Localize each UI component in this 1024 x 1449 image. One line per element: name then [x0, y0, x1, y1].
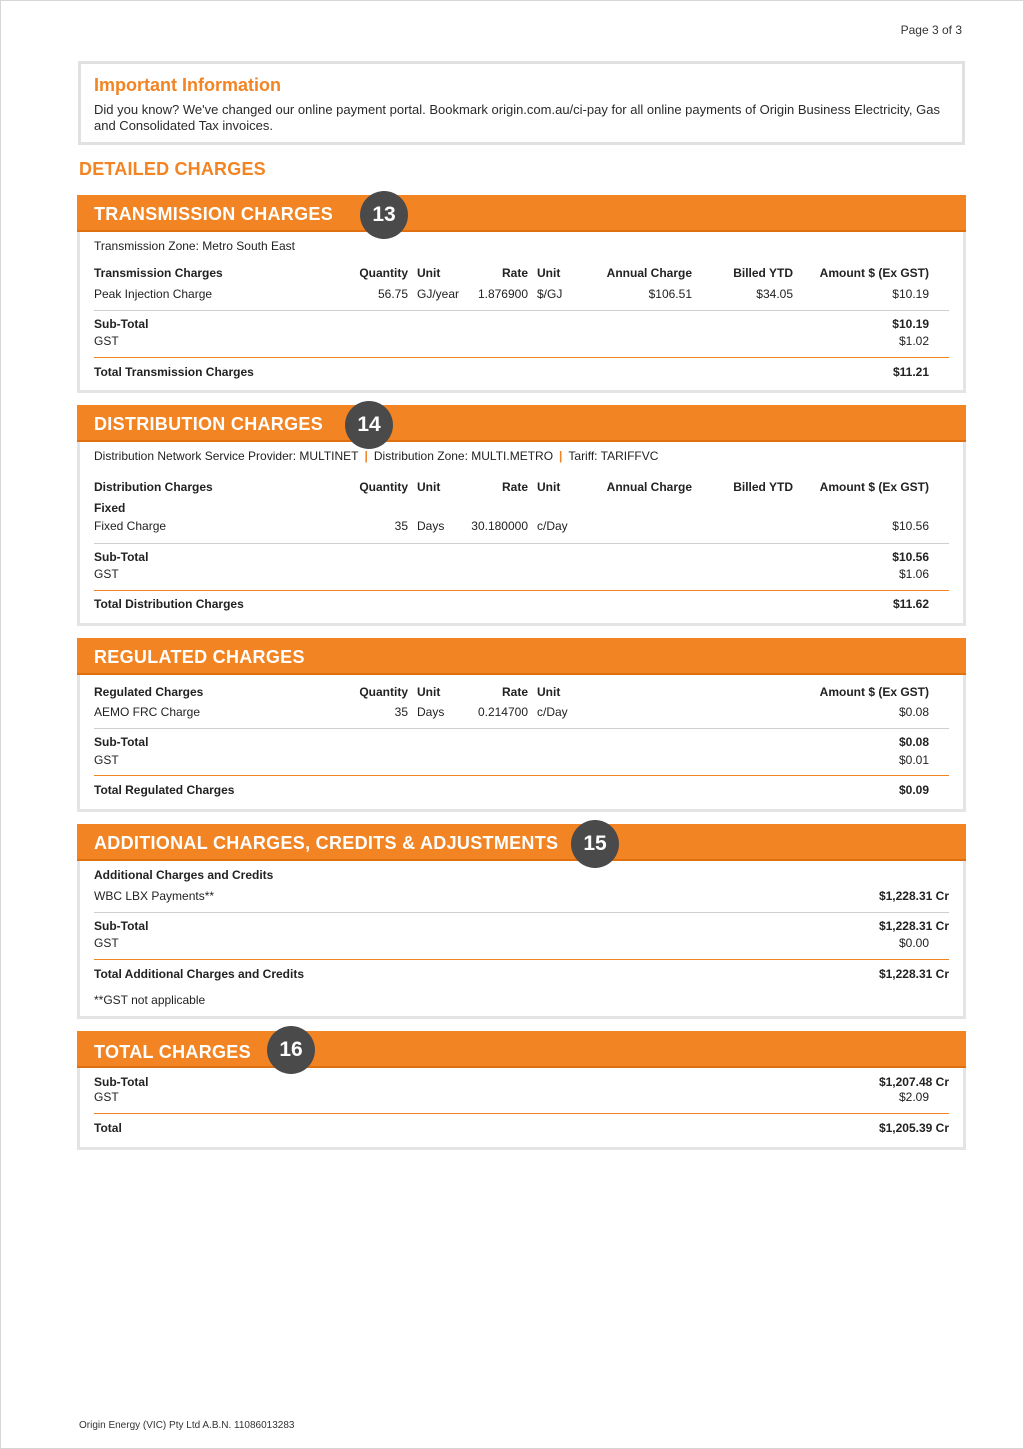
total-value: $1,205.39 Cr: [878, 1121, 949, 1135]
additional-charges-section: [77, 824, 966, 1019]
subtotal-label: Sub-Total: [94, 550, 149, 564]
gst-label: GST: [94, 753, 119, 767]
transmission-section: [77, 195, 966, 393]
subtotal-row: [94, 548, 949, 566]
charge-name: Fixed Charge: [94, 519, 167, 533]
gst-value: $1.06: [898, 567, 929, 581]
page-number: Page 3 of 3: [900, 23, 962, 37]
divider: [94, 543, 949, 544]
col-rate: Rate: [501, 480, 528, 494]
subtotal-row: [94, 917, 949, 935]
section-title: DISTRIBUTION CHARGES: [94, 414, 324, 434]
separator: |: [364, 449, 368, 463]
total-label: Total: [94, 1121, 122, 1135]
regulated-section: [77, 638, 966, 812]
distribution-zone: Distribution Zone: MULTI.METRO: [373, 449, 554, 463]
charge-unit: Days: [417, 705, 445, 719]
charge-amount: $10.56: [892, 519, 929, 533]
total-value: $11.62: [892, 597, 929, 611]
divider: [94, 1113, 949, 1114]
table-row: [94, 517, 949, 535]
gst-label: GST: [94, 334, 119, 348]
charge-quantity: 35: [394, 519, 408, 533]
subtotal-label: Sub-Total: [94, 317, 149, 331]
transmission-header: [77, 195, 966, 232]
total-row: [94, 965, 949, 983]
gst-value: $0.01: [898, 753, 929, 767]
table-header: [94, 866, 949, 884]
section-title: TRANSMISSION CHARGES: [94, 204, 334, 224]
gst-footnote: **GST not applicable: [94, 993, 206, 1007]
charge-unit: GJ/year: [417, 287, 460, 301]
charge-quantity: 35: [394, 705, 408, 719]
charge-unit: Days: [417, 519, 445, 533]
tariff: Tariff: TARIFFVC: [568, 449, 659, 463]
charge-name: WBC LBX Payments**: [94, 889, 215, 903]
footnote-row: [94, 991, 949, 1009]
divider: [94, 775, 949, 776]
col-amount: Amount $ (Ex GST): [819, 266, 929, 280]
col-name: Transmission Charges: [94, 266, 223, 280]
gst-label: GST: [94, 567, 119, 581]
col-name: Regulated Charges: [94, 685, 204, 699]
network-provider: Distribution Network Service Provider: MULTINET: [94, 449, 359, 463]
important-information-box: [78, 61, 965, 145]
total-row: [94, 1119, 949, 1137]
col-rate: Rate: [501, 266, 528, 280]
col-quantity: Quantity: [359, 480, 408, 494]
table-header: [94, 683, 949, 701]
total-value: $1,228.31 Cr: [878, 967, 949, 981]
total-row: [94, 595, 949, 613]
group-label: Fixed: [94, 501, 126, 515]
total-row: [94, 363, 949, 381]
section-title: REGULATED CHARGES: [94, 647, 305, 667]
total-value: $0.09: [898, 783, 929, 797]
additional-header: [77, 824, 966, 861]
subtotal-value: $1,207.48 Cr: [878, 1075, 949, 1089]
subtotal-value: $10.56: [892, 550, 929, 564]
total-label: Total Distribution Charges: [94, 597, 244, 611]
regulated-header: [77, 638, 966, 675]
col-rate: Rate: [501, 685, 528, 699]
subtotal-value: $0.08: [898, 735, 929, 749]
detailed-charges-heading: DETAILED CHARGES: [79, 159, 266, 179]
col-quantity: Quantity: [359, 266, 408, 280]
charge-rate-unit: $/GJ: [537, 287, 563, 301]
col-unit: Unit: [417, 266, 441, 280]
charge-quantity: 56.75: [377, 287, 408, 301]
col-unit: Unit: [417, 685, 441, 699]
col-billed-ytd: Billed YTD: [733, 266, 793, 280]
charge-name: AEMO FRC Charge: [94, 705, 201, 719]
charge-rate-unit: c/Day: [537, 705, 568, 719]
col-name: Additional Charges and Credits: [94, 868, 274, 882]
table-header: [94, 264, 949, 282]
charge-ytd: $34.05: [756, 287, 793, 301]
col-annual-charge: Annual Charge: [606, 480, 692, 494]
separator: |: [559, 449, 563, 463]
subtotal-label: Sub-Total: [94, 735, 149, 749]
table-header: [94, 478, 949, 496]
col-name: Distribution Charges: [94, 480, 213, 494]
step-badge: 14: [345, 401, 393, 449]
col-annual-charge: Annual Charge: [606, 266, 692, 280]
footer-company: Origin Energy (VIC) Pty Ltd A.B.N. 11086013283: [79, 1420, 295, 1431]
gst-label: GST: [94, 936, 119, 950]
gst-row: [94, 934, 949, 952]
col-rate-unit: Unit: [537, 480, 561, 494]
gst-row: [94, 751, 949, 769]
group-label-row: [94, 499, 949, 517]
gst-row: [94, 332, 949, 350]
table-row: [94, 285, 949, 303]
charge-name: Peak Injection Charge: [94, 287, 213, 301]
subtotal-label: Sub-Total: [94, 919, 149, 933]
subtotal-value: $10.19: [892, 317, 929, 331]
step-badge: 13: [360, 191, 408, 239]
gst-value: $1.02: [898, 334, 929, 348]
divider: [94, 310, 949, 311]
total-row: [94, 781, 949, 799]
divider: [94, 590, 949, 591]
subtotal-row: [94, 733, 949, 751]
divider: [94, 959, 949, 960]
table-row: [94, 887, 949, 905]
info-text: Did you know? We've changed our online payment portal. Bookmark origin.com.au/ci-pay for all online payments of Origin Business Electricity, Gas and Consolidated Tax invoices.: [94, 102, 940, 133]
charge-amount: $1,228.31 Cr: [878, 889, 949, 903]
charge-rate: 1.876900: [477, 287, 528, 301]
charge-rate: 30.180000: [471, 519, 528, 533]
total-label: Total Additional Charges and Credits: [94, 967, 305, 981]
gst-value: $2.09: [898, 1090, 929, 1104]
divider: [94, 357, 949, 358]
divider: [94, 728, 949, 729]
info-title: Important Information: [94, 75, 281, 95]
total-charges-section: [77, 1031, 966, 1150]
gst-label: GST: [94, 1090, 119, 1104]
col-quantity: Quantity: [359, 685, 408, 699]
charge-amount: $0.08: [898, 705, 929, 719]
section-title: ADDITIONAL CHARGES, CREDITS & ADJUSTMENTS: [94, 833, 559, 853]
charge-amount: $10.19: [892, 287, 929, 301]
gst-row: [94, 565, 949, 583]
divider: [94, 912, 949, 913]
col-amount: Amount $ (Ex GST): [819, 480, 929, 494]
total-label: Total Regulated Charges: [94, 783, 235, 797]
distribution-header: [77, 405, 966, 442]
section-title: TOTAL CHARGES: [94, 1042, 251, 1062]
total-label: Total Transmission Charges: [94, 365, 254, 379]
col-billed-ytd: Billed YTD: [733, 480, 793, 494]
table-row: [94, 703, 949, 721]
col-rate-unit: Unit: [537, 685, 561, 699]
distribution-info: [94, 447, 949, 465]
subtotal-row: [94, 315, 949, 333]
gst-row: [94, 1088, 949, 1106]
gst-value: $0.00: [898, 936, 929, 950]
step-badge: 15: [571, 820, 619, 868]
col-amount: Amount $ (Ex GST): [819, 685, 929, 699]
total-header: [77, 1031, 966, 1068]
subtotal-value: $1,228.31 Cr: [878, 919, 949, 933]
transmission-zone: Transmission Zone: Metro South East: [94, 239, 295, 253]
step-badge: 16: [267, 1026, 315, 1074]
col-unit: Unit: [417, 480, 441, 494]
charge-rate: 0.214700: [477, 705, 528, 719]
charge-rate-unit: c/Day: [537, 519, 568, 533]
subtotal-label: Sub-Total: [94, 1075, 149, 1089]
charge-annual: $106.51: [648, 287, 692, 301]
total-value: $11.21: [892, 365, 929, 379]
col-rate-unit: Unit: [537, 266, 561, 280]
distribution-section: [77, 405, 966, 626]
